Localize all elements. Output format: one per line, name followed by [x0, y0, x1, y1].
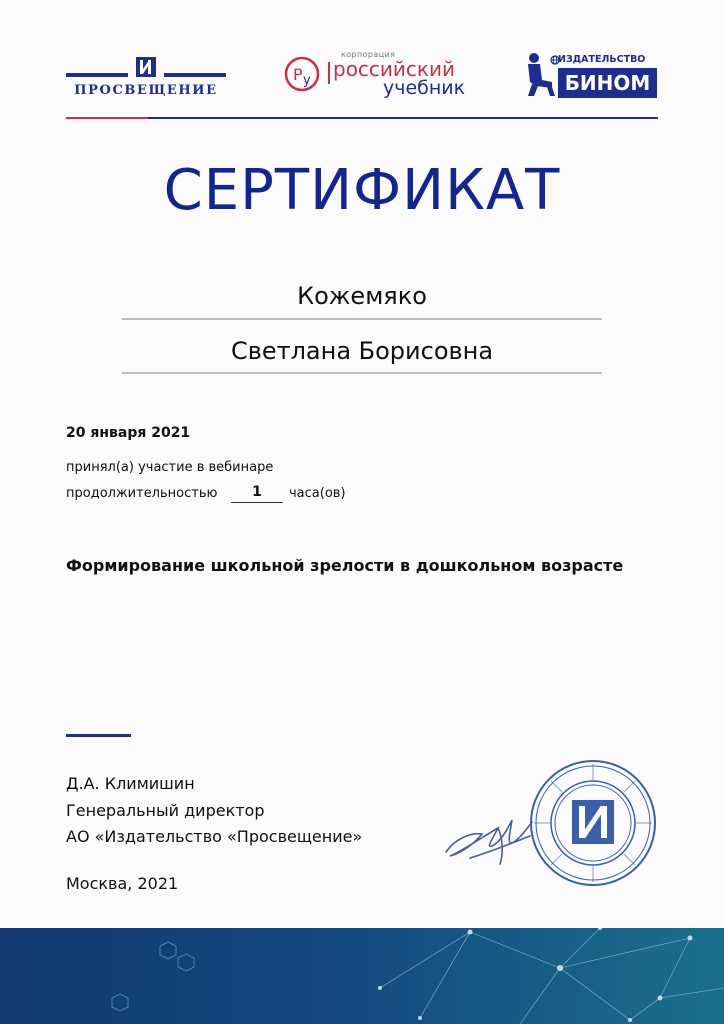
prosveshchenie-logo: [66, 56, 226, 100]
svg-text:у: у: [303, 73, 311, 88]
russian-textbook-emblem-icon: [283, 55, 323, 95]
logo-bar-left: [66, 73, 128, 77]
surname-underline: [122, 318, 602, 320]
duration-value: 1: [231, 484, 283, 503]
svg-text:Р: Р: [293, 65, 303, 84]
binom-logo: [522, 52, 658, 100]
given-name-underline: [122, 372, 602, 374]
webinar-title: Формирование школьной зрелости в дошкольном возрасте: [66, 556, 624, 575]
duration-label: продолжительностью: [66, 486, 218, 501]
signer-name: Д.А. Климишин: [66, 774, 195, 793]
corporation-label: корпорация: [341, 50, 396, 59]
duration-unit: часа(ов): [289, 486, 346, 501]
recipient-surname: Кожемяко: [297, 282, 427, 310]
logo-bar-right: [164, 73, 226, 77]
place-and-year: Москва, 2021: [66, 874, 179, 893]
certificate-title: СЕРТИФИКАТ: [163, 158, 561, 223]
russian-label: российский: [333, 57, 455, 81]
recipient-given-name: Светлана Борисовна: [230, 337, 494, 365]
prosveshchenie-emblem-icon: [135, 56, 157, 78]
prosveshchenie-logo-text: ПРОСВЕЩЕНИЕ: [74, 83, 218, 98]
footer-decorative-band: [0, 928, 724, 1024]
header-divider: [66, 117, 658, 119]
textbook-label: учебник: [383, 77, 466, 99]
signature-divider: [66, 734, 131, 737]
handwritten-signature: [440, 790, 540, 870]
signer-position: Генеральный директор: [66, 801, 265, 820]
event-date: 20 января 2021: [66, 425, 191, 441]
binom-label: БИНОМ: [558, 68, 657, 98]
header-divider-accent: [66, 117, 148, 119]
signer-organization: АО «Издательство «Просвещение»: [66, 827, 363, 846]
publisher-label: ИЗДАТЕЛЬСТВО: [558, 54, 646, 65]
logo-divider: [328, 62, 330, 84]
russian-textbook-logo: [283, 50, 483, 100]
company-seal: [528, 758, 658, 888]
participation-text: принял(а) участие в вебинаре: [66, 460, 274, 475]
